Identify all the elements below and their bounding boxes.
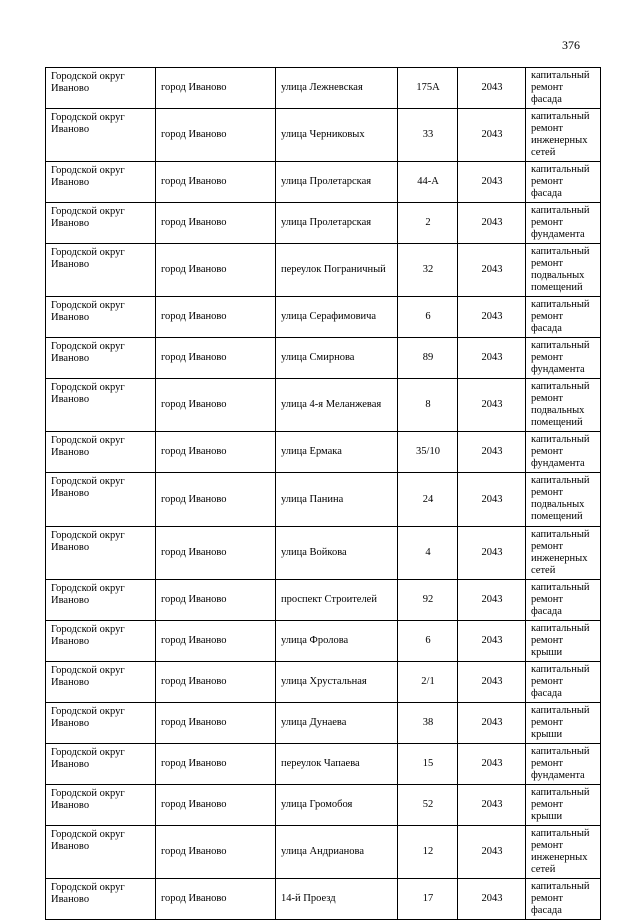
year-cell: 2043 bbox=[458, 203, 526, 244]
street-cell: улица 4-я Меланжевая bbox=[276, 379, 398, 432]
table-row bbox=[46, 662, 601, 703]
street-cell: проспект Строителей bbox=[276, 580, 398, 621]
year-cell: 2043 bbox=[458, 744, 526, 785]
street-cell: улица Лежневская bbox=[276, 68, 398, 109]
work-type-cell: капитальный ремонт фасада bbox=[526, 297, 601, 338]
table-row bbox=[46, 703, 601, 744]
year-cell: 2043 bbox=[458, 826, 526, 879]
work-type-cell: капитальный ремонт крыши bbox=[526, 703, 601, 744]
street-cell: улица Хрустальная bbox=[276, 662, 398, 703]
year-cell: 2043 bbox=[458, 527, 526, 580]
okrug-cell: Городской округ Иваново bbox=[46, 68, 156, 109]
street-cell: улица Ермака bbox=[276, 432, 398, 473]
work-type-cell: капитальный ремонт подвальных помещений bbox=[526, 244, 601, 297]
city-cell: город Иваново bbox=[156, 68, 276, 109]
work-type-cell: капитальный ремонт фундамента bbox=[526, 744, 601, 785]
city-cell: город Иваново bbox=[156, 244, 276, 297]
city-cell: город Иваново bbox=[156, 744, 276, 785]
table-body bbox=[46, 68, 601, 920]
city-cell: город Иваново bbox=[156, 621, 276, 662]
okrug-cell: Городской округ Иваново bbox=[46, 432, 156, 473]
street-cell: улица Андрианова bbox=[276, 826, 398, 879]
city-cell: город Иваново bbox=[156, 473, 276, 527]
okrug-cell: Городской округ Иваново bbox=[46, 379, 156, 432]
okrug-cell: Городской округ Иваново bbox=[46, 662, 156, 703]
house-number-cell: 33 bbox=[398, 109, 458, 162]
okrug-cell: Городской округ Иваново bbox=[46, 879, 156, 920]
year-cell: 2043 bbox=[458, 109, 526, 162]
year-cell: 2043 bbox=[458, 432, 526, 473]
table-row bbox=[46, 109, 601, 162]
work-type-cell: капитальный ремонт фундамента bbox=[526, 203, 601, 244]
table-row bbox=[46, 473, 601, 527]
table-row bbox=[46, 379, 601, 432]
work-type-cell: капитальный ремонт фасада bbox=[526, 879, 601, 920]
table-row bbox=[46, 338, 601, 379]
year-cell: 2043 bbox=[458, 297, 526, 338]
okrug-cell: Городской округ Иваново bbox=[46, 297, 156, 338]
street-cell: улица Черниковых bbox=[276, 109, 398, 162]
table-row bbox=[46, 432, 601, 473]
okrug-cell: Городской округ Иваново bbox=[46, 473, 156, 527]
house-number-cell: 52 bbox=[398, 785, 458, 826]
year-cell: 2043 bbox=[458, 379, 526, 432]
okrug-cell: Городской округ Иваново bbox=[46, 621, 156, 662]
city-cell: город Иваново bbox=[156, 203, 276, 244]
street-cell: улица Фролова bbox=[276, 621, 398, 662]
house-number-cell: 89 bbox=[398, 338, 458, 379]
year-cell: 2043 bbox=[458, 68, 526, 109]
table-row bbox=[46, 244, 601, 297]
street-cell: улица Пролетарская bbox=[276, 162, 398, 203]
street-cell: улица Войкова bbox=[276, 527, 398, 580]
house-number-cell: 35/10 bbox=[398, 432, 458, 473]
house-number-cell: 4 bbox=[398, 527, 458, 580]
street-cell: переулок Пограничный bbox=[276, 244, 398, 297]
repair-schedule-table bbox=[45, 67, 601, 920]
street-cell: улица Дунаева bbox=[276, 703, 398, 744]
table-row bbox=[46, 879, 601, 920]
street-cell: переулок Чапаева bbox=[276, 744, 398, 785]
house-number-cell: 15 bbox=[398, 744, 458, 785]
table-row bbox=[46, 68, 601, 109]
page-number: 376 bbox=[562, 38, 580, 52]
table-row bbox=[46, 826, 601, 879]
year-cell: 2043 bbox=[458, 785, 526, 826]
city-cell: город Иваново bbox=[156, 580, 276, 621]
city-cell: город Иваново bbox=[156, 297, 276, 338]
okrug-cell: Городской округ Иваново bbox=[46, 109, 156, 162]
city-cell: город Иваново bbox=[156, 162, 276, 203]
house-number-cell: 38 bbox=[398, 703, 458, 744]
table-row bbox=[46, 527, 601, 580]
city-cell: город Иваново bbox=[156, 527, 276, 580]
work-type-cell: капитальный ремонт подвальных помещений bbox=[526, 473, 601, 527]
okrug-cell: Городской округ Иваново bbox=[46, 744, 156, 785]
year-cell: 2043 bbox=[458, 162, 526, 203]
work-type-cell: капитальный ремонт инженерных сетей bbox=[526, 826, 601, 879]
year-cell: 2043 bbox=[458, 621, 526, 662]
city-cell: город Иваново bbox=[156, 379, 276, 432]
table-row bbox=[46, 203, 601, 244]
year-cell: 2043 bbox=[458, 580, 526, 621]
work-type-cell: капитальный ремонт инженерных сетей bbox=[526, 527, 601, 580]
house-number-cell: 24 bbox=[398, 473, 458, 527]
street-cell: улица Смирнова bbox=[276, 338, 398, 379]
okrug-cell: Городской округ Иваново bbox=[46, 527, 156, 580]
okrug-cell: Городской округ Иваново bbox=[46, 785, 156, 826]
year-cell: 2043 bbox=[458, 662, 526, 703]
house-number-cell: 44-А bbox=[398, 162, 458, 203]
okrug-cell: Городской округ Иваново bbox=[46, 203, 156, 244]
table-row bbox=[46, 785, 601, 826]
table-row bbox=[46, 297, 601, 338]
work-type-cell: капитальный ремонт фасада bbox=[526, 68, 601, 109]
work-type-cell: капитальный ремонт инженерных сетей bbox=[526, 109, 601, 162]
house-number-cell: 2/1 bbox=[398, 662, 458, 703]
work-type-cell: капитальный ремонт фасада bbox=[526, 662, 601, 703]
city-cell: город Иваново bbox=[156, 662, 276, 703]
house-number-cell: 175А bbox=[398, 68, 458, 109]
year-cell: 2043 bbox=[458, 338, 526, 379]
year-cell: 2043 bbox=[458, 473, 526, 527]
house-number-cell: 92 bbox=[398, 580, 458, 621]
work-type-cell: капитальный ремонт фасада bbox=[526, 580, 601, 621]
house-number-cell: 6 bbox=[398, 621, 458, 662]
street-cell: улица Серафимовича bbox=[276, 297, 398, 338]
okrug-cell: Городской округ Иваново bbox=[46, 338, 156, 379]
okrug-cell: Городской округ Иваново bbox=[46, 162, 156, 203]
house-number-cell: 12 bbox=[398, 826, 458, 879]
table-row bbox=[46, 621, 601, 662]
table-row bbox=[46, 744, 601, 785]
house-number-cell: 6 bbox=[398, 297, 458, 338]
city-cell: город Иваново bbox=[156, 338, 276, 379]
street-cell: улица Громобоя bbox=[276, 785, 398, 826]
table-row bbox=[46, 580, 601, 621]
street-cell: улица Панина bbox=[276, 473, 398, 527]
year-cell: 2043 bbox=[458, 244, 526, 297]
street-cell: улица Пролетарская bbox=[276, 203, 398, 244]
work-type-cell: капитальный ремонт крыши bbox=[526, 785, 601, 826]
okrug-cell: Городской округ Иваново bbox=[46, 244, 156, 297]
city-cell: город Иваново bbox=[156, 432, 276, 473]
city-cell: город Иваново bbox=[156, 785, 276, 826]
year-cell: 2043 bbox=[458, 703, 526, 744]
work-type-cell: капитальный ремонт подвальных помещений bbox=[526, 379, 601, 432]
house-number-cell: 32 bbox=[398, 244, 458, 297]
city-cell: город Иваново bbox=[156, 109, 276, 162]
house-number-cell: 2 bbox=[398, 203, 458, 244]
okrug-cell: Городской округ Иваново bbox=[46, 703, 156, 744]
okrug-cell: Городской округ Иваново bbox=[46, 826, 156, 879]
house-number-cell: 8 bbox=[398, 379, 458, 432]
work-type-cell: капитальный ремонт фундамента bbox=[526, 432, 601, 473]
city-cell: город Иваново bbox=[156, 879, 276, 920]
street-cell: 14-й Проезд bbox=[276, 879, 398, 920]
work-type-cell: капитальный ремонт крыши bbox=[526, 621, 601, 662]
table-row bbox=[46, 162, 601, 203]
house-number-cell: 17 bbox=[398, 879, 458, 920]
okrug-cell: Городской округ Иваново bbox=[46, 580, 156, 621]
city-cell: город Иваново bbox=[156, 703, 276, 744]
work-type-cell: капитальный ремонт фасада bbox=[526, 162, 601, 203]
work-type-cell: капитальный ремонт фундамента bbox=[526, 338, 601, 379]
year-cell: 2043 bbox=[458, 879, 526, 920]
city-cell: город Иваново bbox=[156, 826, 276, 879]
